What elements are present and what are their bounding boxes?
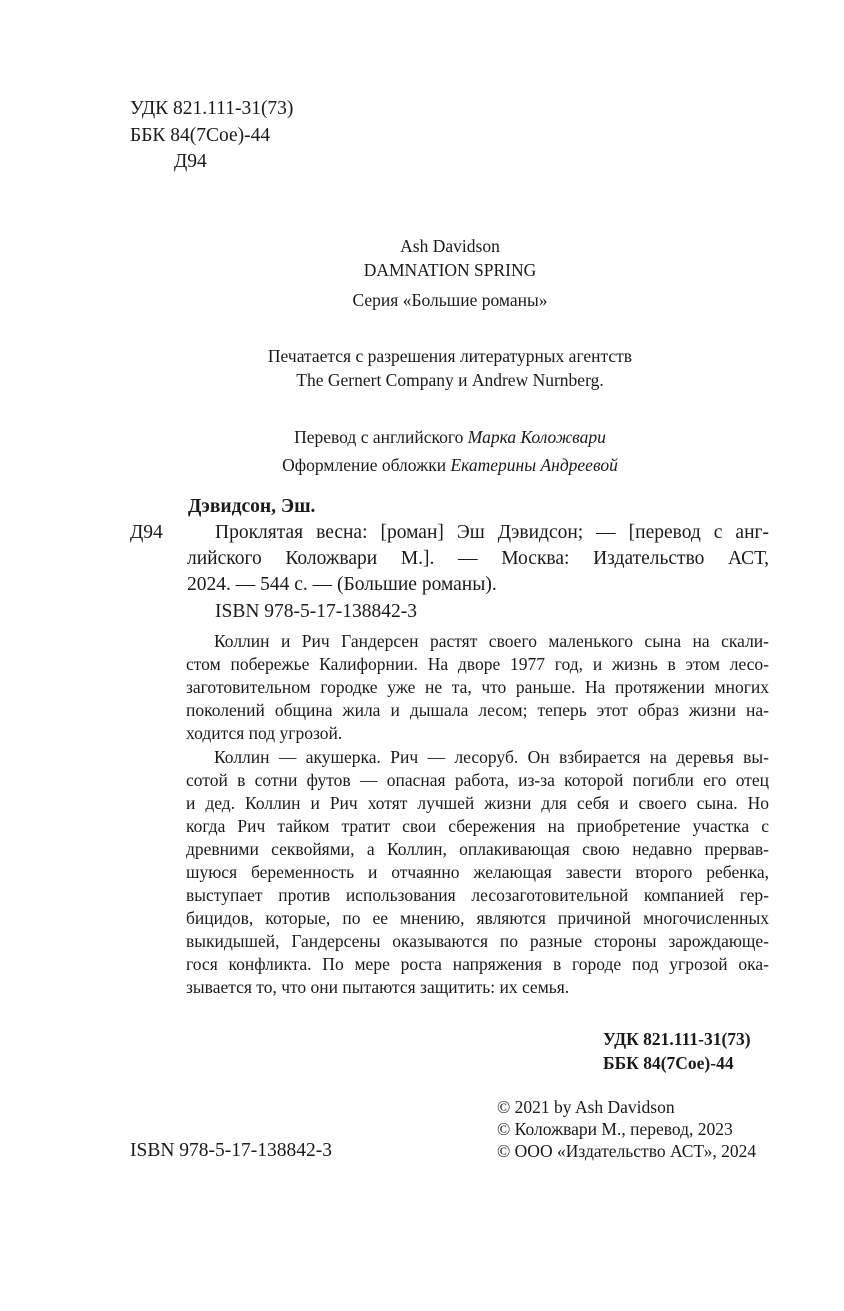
annotation-p1-line: заготовительном городке уже не та, что раньше. На протяжении многих: [186, 677, 769, 697]
series-name: Серия «Большие романы»: [352, 290, 548, 310]
catalog-code: Д94: [130, 522, 163, 543]
annotation-p1-line: Коллин и Рич Гандерсен растят своего маленького сына на скали-: [214, 631, 769, 651]
copyright-line: © 2021 by Ash Davidson: [497, 1097, 675, 1117]
header-bbk: ББК 84(7Сое)-44: [130, 125, 271, 146]
annotation-p2-line: выкидышей, Гандерсены оказываются по разные стороны зарождающе-: [186, 931, 769, 951]
translation-label: Перевод с английского: [294, 427, 464, 447]
catalog-author: Дэвидсон, Эш.: [188, 496, 316, 517]
cover-label: Оформление обложки: [282, 455, 447, 475]
annotation-p2-line: древними секвойями, а Коллин, оплакивающая свою недавно прервав-: [186, 839, 769, 859]
catalog-isbn: ISBN 978-5-17-138842-3: [215, 601, 418, 622]
annotation-p2-line: Коллин — акушерка. Рич — лесоруб. Он взбирается на деревья вы-: [214, 747, 769, 767]
copyright-line: © Коложвари М., перевод, 2023: [497, 1119, 733, 1139]
annotation-p2-line: зывается то, что они пытаются защитить: их семья.: [186, 977, 570, 997]
annotation-p2-line: и дед. Коллин и Рич хотят лучшей жизни для себя и своего сына. Но: [186, 793, 769, 813]
classification-udk: УДК 821.111-31(73): [603, 1029, 751, 1049]
cover-credit: [0, 454, 844, 476]
original-title: DAMNATION SPRING: [363, 260, 537, 280]
permission-line-1: Печатается с разрешения литературных агентств: [267, 346, 633, 366]
footer-isbn: ISBN 978-5-17-138842-3: [130, 1140, 333, 1161]
annotation-p2-line: сотой в сотни футов — опасная работа, из-за которой погибли его отец: [186, 770, 769, 790]
cover-artist-name: Екатерины Андреевой: [450, 455, 618, 475]
annotation-p1-line: поколений община жила и дышала лесом; теперь этот образ жизни на-: [186, 700, 769, 720]
annotation-p1-line: стом побережье Калифорнии. На дворе 1977 год, и жизнь в этом лесо-: [186, 654, 769, 674]
annotation-p2-line: когда Рич тайком тратит свои сбережения на приобретение участка с: [186, 816, 769, 836]
header-code: Д94: [174, 151, 207, 172]
catalog-line-3: 2024. — 544 с. — (Большие романы).: [187, 574, 497, 595]
annotation-p2-line: гося конфликта. По мере роста напряжения в городе под угрозой ока-: [186, 954, 769, 974]
original-author: Ash Davidson: [400, 236, 500, 256]
header-udk: УДК 821.111-31(73): [130, 98, 294, 119]
annotation-p2-line: бицидов, которые, по ее мнению, являются причиной многочисленных: [186, 908, 769, 928]
catalog-line-2: лийского Коложвари М.]. — Москва: Издательство АСТ,: [187, 548, 769, 569]
translator-name: Марка Коложвари: [467, 427, 606, 447]
catalog-line-1: Проклятая весна: [роман] Эш Дэвидсон; — [перевод с анг-: [215, 522, 769, 543]
annotation-p2-line: шуюся беременность и отчаянно желающая завести второго ребенка,: [186, 862, 769, 882]
copyright-line: © ООО «Издательство АСТ», 2024: [497, 1141, 757, 1161]
translation-credit: [0, 426, 844, 448]
annotation-p1-line: ходится под угрозой.: [186, 723, 343, 743]
classification-bbk: ББК 84(7Сое)-44: [603, 1053, 734, 1073]
annotation-p2-line: выступает против использования лесозаготовительной компанией гер-: [186, 885, 769, 905]
permission-line-2: The Gernert Company и Andrew Nurnberg.: [296, 370, 604, 390]
